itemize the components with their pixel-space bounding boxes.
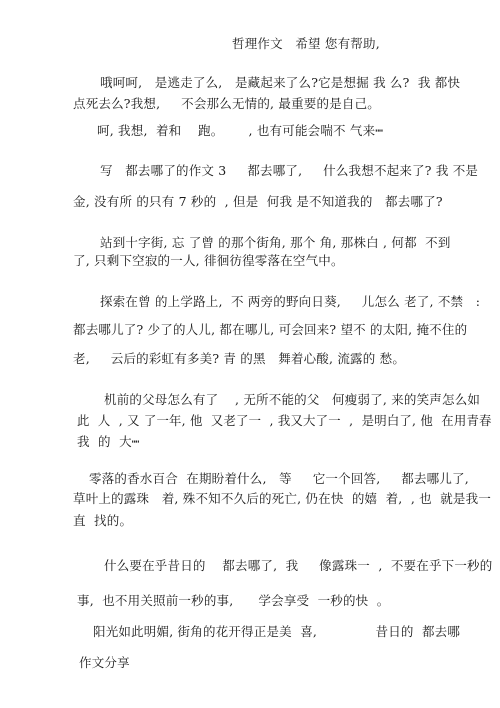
paragraph-line: 探索在曾 的上学路上, 不 两旁的野向日葵, 儿怎么 老了, 不禁 : — [100, 294, 481, 309]
paragraph-line: 老, 云后的彩虹有多美? 青 的黑 舞着心酸, 流露的 愁。 — [73, 351, 406, 366]
paragraph-line: 直 找的。 — [73, 513, 133, 528]
document-title: 哲理作文 希望 您有帮助, — [232, 36, 380, 51]
paragraph-line: 哦呵呵, 是逃走了么, 是藏起来了么?它是想掘 我 么? 我 都快 — [100, 75, 461, 90]
paragraph-line: 机前的父母怎么有了 , 无所不能的父 何瘦弱了, 来的笑声怎么如 — [104, 392, 481, 407]
paragraph-line: 站到十字街, 忘 了曾 的那个街角, 那个 角, 那株白 , 何都 不到 — [100, 235, 451, 250]
paragraph-line: 事, 也不用关照前一秒的事, 学会享受 一秒的快 。 — [77, 593, 390, 608]
paragraph-line: 此 人 , 又 了一年, 他 又老了一 , 我又大了一 , 是明白了, 他 在用青春 — [77, 413, 492, 428]
paragraph-line: 我 的 大┉ — [77, 434, 140, 449]
paragraph-line: 写 都去哪了的作文 3 都去哪了, 什么我想不起来了? 我 不是 — [100, 163, 479, 178]
paragraph-line: 阳光如此明媚, 街角的花开得正是美 喜, 昔日的 都去哪 — [93, 624, 461, 639]
paragraph-line: 金, 没有所 的只有 7 秒的 , 但是 何我 是不知道我的 都去哪了? — [73, 194, 443, 209]
paragraph-line: 什么要在乎昔日的 都去哪了, 我 像露珠一 , 不要在乎下一秒的 — [104, 558, 493, 573]
paragraph-line: 呵, 我想, 着和 跑。 , 也有可能会喘不 气来┉ — [97, 123, 384, 138]
paragraph-line: 点死去么?我想, 不会那么无情的, 最重要的是自己。 — [73, 96, 380, 111]
footer-label: 作文分享 — [79, 655, 130, 670]
paragraph-line: 了, 只剩下空寂的一人, 徘徊彷徨零落在空气中。 — [73, 253, 344, 268]
paragraph-line: 草叶上的露珠 着, 殊不知不久后的死亡, 仍在快 的嬉 着, , 也 就是我一 — [73, 491, 492, 506]
paragraph-line: 都去哪儿了? 少了的人儿, 都在哪儿, 可会回来? 望不 的太阳, 掩不住的 — [73, 322, 468, 337]
paragraph-line: 零落的香水百合 在期盼着什么, 等 它一个回答, 都去哪儿了, — [89, 471, 469, 486]
